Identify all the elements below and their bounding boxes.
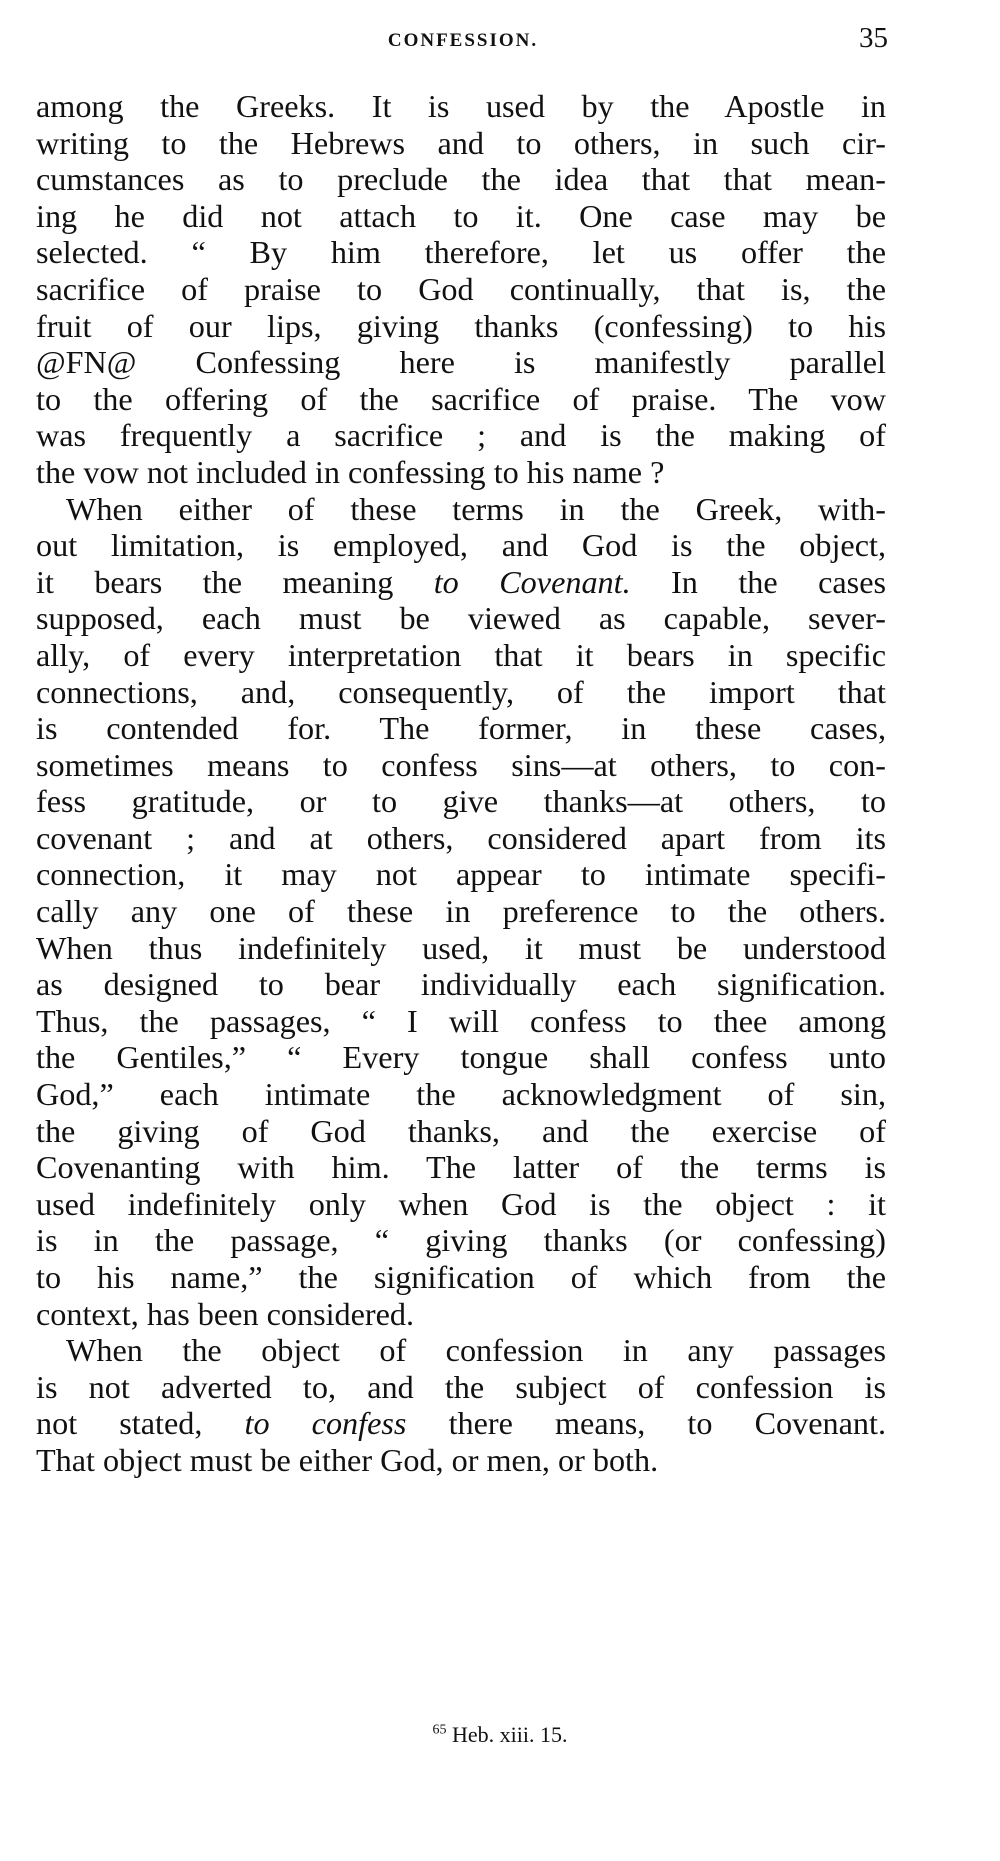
text-line: is in the passage, “ giving thanks (or confessing) bbox=[36, 1222, 886, 1259]
text-line: covenant ; and at others, considered apart from its bbox=[36, 819, 886, 856]
text-line: sacrifice of praise to God continually, that is, the bbox=[36, 270, 886, 307]
text-line: connections, and, consequently, of the import that bbox=[36, 673, 886, 710]
text-line: supposed, each must be viewed as capable, sever- bbox=[36, 600, 886, 637]
text-line: God,” each intimate the acknowledgment of sin, bbox=[36, 1076, 886, 1113]
footnote-marker: 65 bbox=[432, 1722, 447, 1738]
footnote bbox=[0, 1722, 1000, 1748]
text-line: is not adverted to, and the subject of confession is bbox=[36, 1368, 886, 1405]
page-number: 35 bbox=[859, 22, 888, 54]
text-line: context, has been considered. bbox=[36, 1295, 415, 1332]
text-line: connection, it may not appear to intimate specifi- bbox=[36, 856, 886, 893]
text-line: among the Greeks. It is used by the Apostle in bbox=[36, 88, 886, 124]
text-line: When either of these terms in the Greek, with- bbox=[66, 490, 886, 527]
text-line: fruit of our lips, giving thanks (confessing) to his bbox=[36, 307, 886, 344]
text-line: used indefinitely only when God is the object : it bbox=[36, 1185, 886, 1222]
text-line: When thus indefinitely used, it must be understood bbox=[36, 929, 886, 966]
text-line: Thus, the passages, “ I will confess to thee among bbox=[36, 1002, 886, 1039]
running-title: CONFESSION. bbox=[387, 30, 539, 51]
italic-phrase: to Covenant. bbox=[433, 563, 631, 600]
text-line: That object must be either God, or men, or both. bbox=[36, 1441, 659, 1478]
text-line: Covenanting with him. The latter of the terms is bbox=[36, 1149, 886, 1186]
paragraph bbox=[36, 1332, 886, 1478]
text-line: the Gentiles,” “ Every tongue shall confess unto bbox=[36, 1039, 886, 1076]
text-line: was frequently a sacrifice ; and is the making of bbox=[36, 417, 886, 454]
running-head bbox=[38, 22, 888, 62]
text-line: out limitation, is employed, and God is the object, bbox=[36, 527, 886, 564]
text-line bbox=[36, 564, 886, 601]
text-line: as designed to bear individually each signification. bbox=[36, 966, 886, 1003]
text-line: is contended for. The former, in these cases, bbox=[36, 710, 886, 747]
paragraph bbox=[36, 88, 886, 491]
text-run: it bears the meaning bbox=[36, 563, 434, 600]
text-line: selected. “ By him therefore, let us offer the bbox=[36, 234, 886, 271]
text-line: to the offering of the sacrifice of praise. The vow bbox=[36, 380, 886, 417]
footnote-text: Heb. xiii. 15. bbox=[452, 1722, 568, 1747]
body-text bbox=[36, 88, 886, 1479]
text-line: When the object of confession in any passages bbox=[66, 1332, 886, 1369]
text-line: cally any one of these in preference to the others. bbox=[36, 893, 886, 930]
text-line: cumstances as to preclude the idea that that mean- bbox=[36, 161, 886, 198]
text-line: sometimes means to confess sins—at others, to con- bbox=[36, 746, 886, 783]
paragraph bbox=[36, 491, 886, 1333]
text-run: there means, to Covenant. bbox=[406, 1405, 886, 1442]
text-line bbox=[36, 1405, 886, 1442]
text-line: the vow not included in confessing to his name ? bbox=[36, 453, 665, 490]
text-line: ing he did not attach to it. One case may be bbox=[36, 197, 886, 234]
text-line: @FN@ Confessing here is manifestly parallel bbox=[36, 344, 886, 381]
text-line: fess gratitude, or to give thanks—at others, to bbox=[36, 783, 886, 820]
text-line: to his name,” the signification of which from the bbox=[36, 1259, 886, 1295]
italic-phrase: to confess bbox=[244, 1405, 407, 1442]
text-run: not stated, bbox=[36, 1405, 245, 1442]
text-line: the giving of God thanks, and the exercise of bbox=[36, 1112, 886, 1149]
text-line: writing to the Hebrews and to others, in such cir- bbox=[36, 124, 886, 161]
text-line: ally, of every interpretation that it bears in specific bbox=[36, 636, 886, 673]
text-run: In the cases bbox=[630, 563, 887, 600]
